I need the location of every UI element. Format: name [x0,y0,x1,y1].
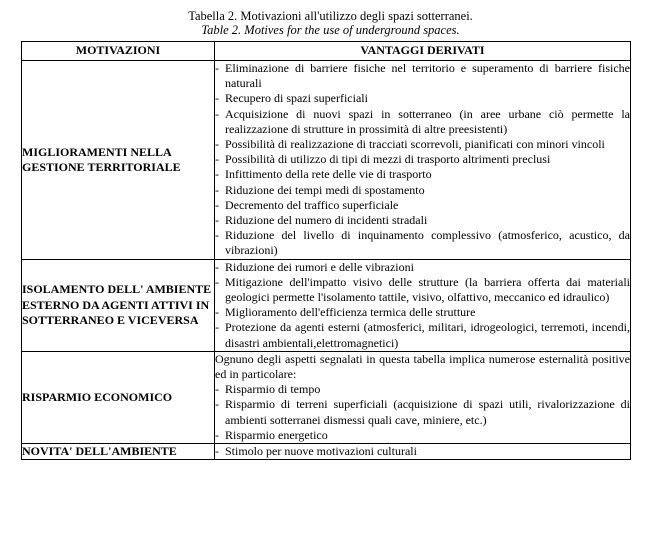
table-body [22,61,631,460]
advantages-list [215,260,630,351]
advantages-list [215,61,630,259]
advantage-item: - Risparmio di terreni superficiali (acquisizione di spazi utili, rivalorizzazione di ambienti sotterranei dismessi quali cave, miniere, etc.) [215,397,630,427]
motivation-cell-novita-dell-ambiente: NOVITA' DELL'AMBIENTE [22,444,215,460]
header-advantages: VANTAGGI DERIVATI [215,42,631,61]
caption-english: Table 2. Motives for the use of underground spaces. [201,23,460,37]
motivation-cell-isolamento-dell-ambiente-esterno-da-agenti-attivi-in-sotterraneo-e-viceversa: ISOLAMENTO DELL' AMBIENTE ESTERNO DA AGENTI ATTIVI IN SOTTERRANEO E VICEVERSA [22,259,215,351]
motivation-cell-miglioramenti-nella-gestione-territoriale: MIGLIORAMENTI NELLA GESTIONE TERRITORIALE [22,61,215,260]
advantage-item: - Riduzione del livello di inquinamento complessivo (atmosferico, acustico, da vibrazioni) [215,228,630,258]
motives-table [21,41,631,460]
table-row [22,351,631,443]
table-caption [0,0,661,37]
advantage-item: - Possibilità di realizzazione di tracciati scorrevoli, pianificati con minori vincoli [215,137,630,152]
caption-italian: Tabella 2. Motivazioni all'utilizzo degli spazi sotterranei. [188,9,473,23]
advantage-item: - Miglioramento dell'efficienza termica delle strutture [215,305,630,320]
table-row [22,61,631,260]
advantage-item: - Riduzione del numero di incidenti stradali [215,213,630,228]
advantage-item: - Possibilità di utilizzo di tipi di mezzi di trasporto altrimenti preclusi [215,152,630,167]
advantage-item: - Infittimento della rete delle vie di trasporto [215,167,630,182]
advantage-item: - Risparmio di tempo [215,382,630,397]
advantages-intro: Ognuno degli aspetti segnalati in questa tabella implica numerose esternalità positive ed in particolare: [215,351,630,382]
advantage-item: - Riduzione dei tempi medi di spostamento [215,183,630,198]
advantage-item: - Stimolo per nuove motivazioni culturali [215,444,630,459]
advantages-cell [215,259,631,351]
advantage-item: - Mitigazione dell'impatto visivo delle strutture (la barriera offerta dai materiali geologici permette l'isolamento tattile, visivo, olfattivo, meccanico ed idraulico) [215,275,630,305]
table-row [22,444,631,460]
advantages-cell [215,351,631,443]
advantage-item: - Acquisizione di nuovi spazi in sotterraneo (in aree urbane ciò permette la realizzazione di strutture in prossimità di altre preesistenti) [215,107,630,137]
advantage-item: - Risparmio energetico [215,428,630,443]
advantage-item: - Eliminazione di barriere fisiche nel territorio e superamento di barriere fisiche naturali [215,61,630,91]
motivation-cell-risparmio-economico: RISPARMIO ECONOMICO [22,351,215,443]
table-row [22,259,631,351]
advantages-list [215,382,630,443]
advantage-item: - Riduzione dei rumori e delle vibrazioni [215,260,630,275]
advantages-cell [215,444,631,460]
advantage-item: - Recupero di spazi superficiali [215,91,630,106]
advantage-item: - Decremento del traffico superficiale [215,198,630,213]
header-motivation: MOTIVAZIONI [22,42,215,61]
advantage-item: - Protezione da agenti esterni (atmosferici, militari, idrogeologici, terremoti, incendi, disastri ambientali,elettromagnetici) [215,320,630,350]
table-header-row [22,42,631,61]
advantages-list [215,444,630,459]
advantages-cell [215,61,631,260]
